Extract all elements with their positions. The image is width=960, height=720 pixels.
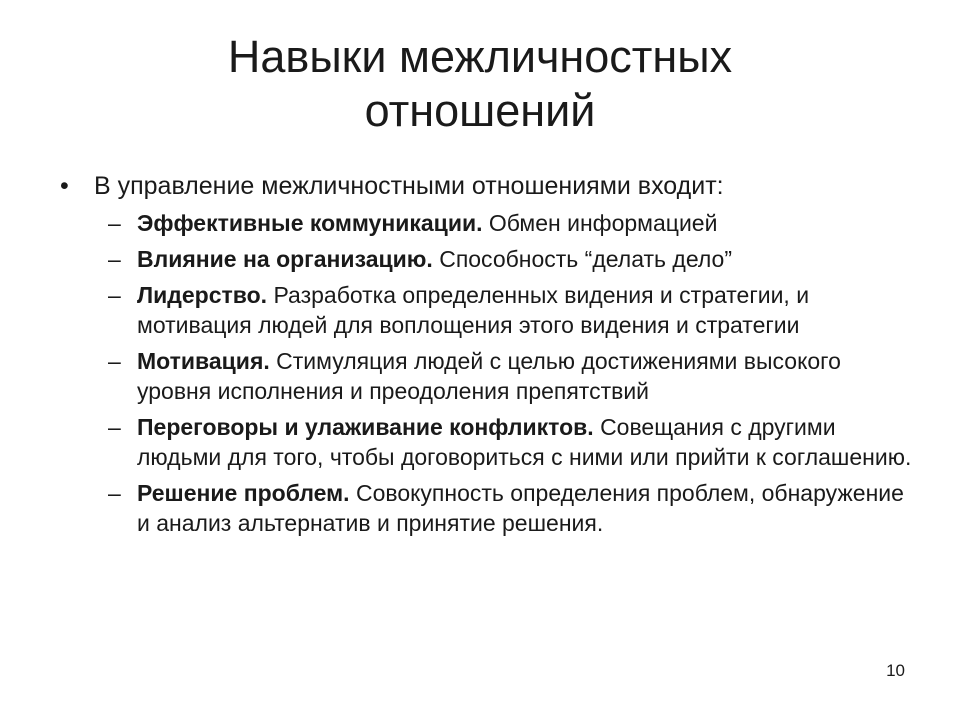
- slide-title-line-2: отношений: [364, 85, 596, 136]
- intro-bullet: [60, 170, 920, 202]
- dash-marker: –: [108, 282, 121, 308]
- dash-marker: –: [108, 348, 121, 374]
- skill-term: Решение проблем.: [137, 480, 350, 506]
- skills-list: [60, 208, 920, 538]
- skill-description: Способность “делать дело”: [439, 246, 732, 272]
- skill-item-motivation: [60, 346, 917, 406]
- dash-marker: –: [108, 210, 121, 236]
- skill-term: Эффективные коммуникации.: [137, 210, 483, 236]
- skill-term: Переговоры и улаживание конфликтов.: [137, 414, 594, 440]
- skill-description: Совокупность определения проблем, обнаружение и анализ альтернатив и принятие решения.: [137, 480, 904, 536]
- bullet-marker: •: [60, 172, 69, 200]
- skill-term: Влияние на организацию.: [137, 246, 433, 272]
- skill-term: Мотивация.: [137, 348, 270, 374]
- slide-content: [60, 170, 920, 544]
- skill-item-influence: [60, 244, 917, 274]
- skill-item-communication: [60, 208, 917, 238]
- dash-marker: –: [108, 414, 121, 440]
- skill-description: Разработка определенных видения и стратегии, и мотивация людей для воплощения этого видения и стратегии: [137, 282, 810, 338]
- slide-title: [0, 30, 960, 138]
- dash-marker: –: [108, 246, 121, 272]
- skill-item-negotiation: [60, 412, 917, 472]
- dash-marker: –: [108, 480, 121, 506]
- intro-text: В управление межличностными отношениями входит:: [94, 172, 724, 200]
- skill-item-leadership: [60, 280, 917, 340]
- skill-description: Совещания с другими людьми для того, чтобы договориться с ними или прийти к соглашению.: [137, 414, 912, 470]
- skill-description: Стимуляция людей с целью достижениями высокого уровня исполнения и преодоления препятствий: [137, 348, 841, 404]
- skill-item-problem-solving: [60, 478, 917, 538]
- skill-term: Лидерство.: [137, 282, 268, 308]
- slide-title-line-1: Навыки межличностных: [227, 31, 733, 82]
- page-number: 10: [886, 661, 905, 680]
- skill-description: Обмен информацией: [488, 210, 718, 236]
